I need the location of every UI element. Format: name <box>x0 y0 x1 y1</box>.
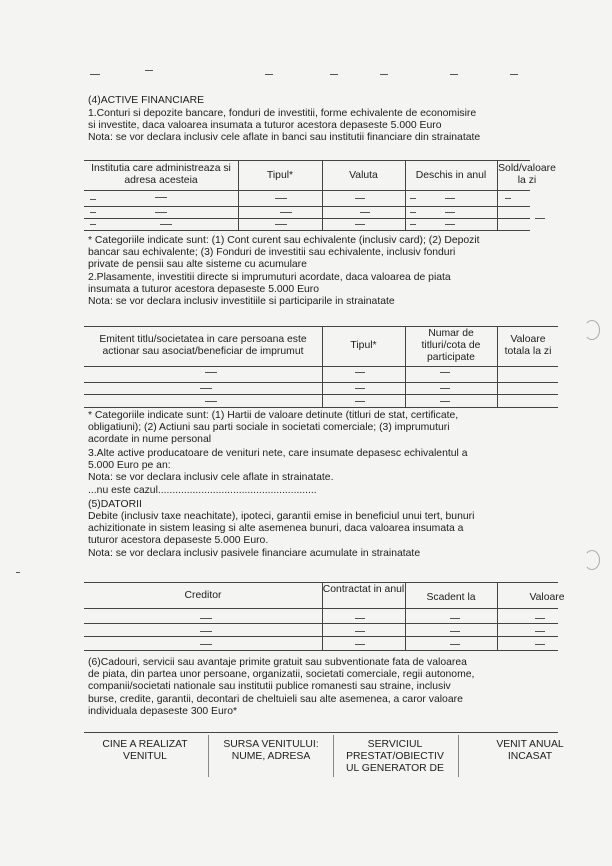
table1-border <box>84 230 530 231</box>
text-line: 3.Alte active producatoare de venituri nete, care insumate depasesc echivalentul a <box>88 448 468 459</box>
table1-border <box>84 218 530 219</box>
blank-mark <box>160 224 172 225</box>
blank-mark <box>90 212 96 213</box>
blank-mark <box>535 618 545 619</box>
table1-header-balance: Sold/valoare la zi <box>498 163 556 186</box>
blank-mark <box>200 388 212 389</box>
table2-header-total: Valoare totala la zi <box>504 334 552 357</box>
text-line: private de pensii sau alte sisteme cu acumulare <box>88 259 307 271</box>
blank-mark <box>155 197 167 198</box>
blank-mark <box>410 224 416 225</box>
text-line: Nota: se vor declara inclusiv pasivele financiare acumulate in strainatate <box>88 547 421 559</box>
text-line: (6)Cadouri, servicii sau avantaje primite gratuit sau subventionate fata de valoarea <box>88 657 467 668</box>
table1-border <box>84 160 530 161</box>
table3-header-contracted: Contractat in anul <box>322 584 405 595</box>
blank-mark <box>450 631 460 632</box>
table3-border <box>84 608 558 609</box>
table3-header-value: Valoare <box>529 592 565 603</box>
blank-mark <box>280 212 292 213</box>
blank-mark <box>205 401 217 402</box>
blank-mark <box>200 631 212 632</box>
blank-mark <box>450 74 458 75</box>
text-line: 2.Plasamente, investitii directe si imprumuturi acordate, daca valoarea de piata <box>88 272 451 283</box>
text-line: Nota: se vor declara inclusiv investitiile si participarile in strainatate <box>88 296 395 308</box>
section5-title: (5)DATORII <box>88 499 142 510</box>
text-line: burse, credite, garantii, decontari de cheltuieli sau alte asemenea, a caror valoare <box>88 693 463 705</box>
table1-border <box>84 206 530 207</box>
blank-mark <box>410 212 416 213</box>
table2-border <box>84 407 558 408</box>
blank-mark <box>200 618 212 619</box>
table2-header-shares: Numar de titluri/cota de participate <box>421 328 481 363</box>
table2-header-issuer: Emitent titlu/societatea in care persoana este actionar sau asociat/beneficiar de imprumut <box>99 334 307 357</box>
table1-border <box>84 190 530 191</box>
blank-mark <box>445 198 455 199</box>
blank-mark <box>330 74 338 75</box>
text-line: 1.Conturi si depozite bancare, fonduri de investitii, forme echivalente de economisire <box>88 108 477 119</box>
blank-mark <box>355 224 365 225</box>
blank-mark <box>355 631 365 632</box>
table4-header-earner: CINE A REALIZAT VENITUL <box>102 739 188 762</box>
table2-border <box>84 382 558 383</box>
blank-mark <box>410 198 416 199</box>
blank-mark <box>275 198 287 199</box>
table2-border <box>84 394 558 395</box>
blank-mark <box>355 198 365 199</box>
table4-header-service: SERVICIUL PRESTAT/OBIECTIV UL GENERATOR DE <box>346 739 444 774</box>
text-line: * Categoriile indicate sunt: (1) Hartii de valoare detinute (titluri de stat, certificate, <box>88 410 459 421</box>
section4-p3 <box>88 448 528 497</box>
blank-mark <box>200 644 212 645</box>
table3-border <box>84 623 558 624</box>
table4-header-income: VENIT ANUAL INCASAT <box>496 739 564 762</box>
blank-mark <box>145 70 153 71</box>
section6-p <box>88 657 528 718</box>
blank-mark <box>355 618 365 619</box>
blank-mark <box>450 618 460 619</box>
blank-mark <box>205 372 217 373</box>
blank-mark <box>535 218 545 219</box>
blank-mark <box>440 372 450 373</box>
blank-mark <box>90 199 96 200</box>
blank-mark <box>535 631 545 632</box>
blank-mark <box>450 644 460 645</box>
text-line: individuala depaseste 300 Euro* <box>88 705 238 717</box>
table3-border <box>84 582 558 583</box>
blank-mark <box>360 212 370 213</box>
table1-header-opened: Deschis in anul <box>415 170 487 181</box>
text-line: obligatiuni); (2) Actiuni sau parti sociale in societati comerciale; (3) imprumuturi <box>88 422 450 434</box>
punch-hole <box>584 320 600 340</box>
blank-mark <box>445 212 455 213</box>
text-line: achizitionate in sistem leasing si alte asemenea bunuri, daca valoarea insumata a <box>88 523 464 535</box>
table3-border <box>84 650 558 651</box>
table1-header-currency: Valuta <box>349 170 378 181</box>
text-line: ...nu este cazul....................................................... <box>88 484 317 496</box>
table1-header-institution: Institutia care administreaza si adresa acesteia <box>91 163 231 186</box>
table3-header-due: Scadent la <box>426 592 476 603</box>
table4-border <box>458 735 459 777</box>
text-line: Nota: se vor declara inclusiv cele aflate in strainatate. <box>88 472 334 484</box>
table4-border <box>333 735 334 777</box>
text-line: Nota: se vor declara inclusiv cele aflate in banci sau institutii financiare din strainatate <box>88 132 481 144</box>
blank-mark <box>505 198 511 199</box>
text-line: bancar sau echivalente; (3) Fonduri de investitii sau echivalente, inclusiv fonduri <box>88 247 456 259</box>
table2-border <box>84 326 558 327</box>
table3-header-creditor: Creditor <box>184 590 222 601</box>
blank-mark <box>16 572 20 573</box>
blank-mark <box>265 74 273 75</box>
table1-header-type: Tipul* <box>266 170 294 181</box>
text-line: insumata a tuturor acestora depaseste 5.000 Euro <box>88 284 320 296</box>
text-line: * Categoriile indicate sunt: (1) Cont curent sau echivalente (inclusiv card); (2) Depozit <box>88 235 480 246</box>
section4-p2 <box>88 272 528 309</box>
text-line: companii/societati nationale sau institutii publice romanesti sau straine, inclusiv <box>88 681 451 693</box>
blank-mark <box>355 372 365 373</box>
text-line: acordate in nume personal <box>88 434 212 446</box>
section4-categories1 <box>88 235 528 272</box>
blank-mark <box>355 401 365 402</box>
blank-mark <box>445 224 455 225</box>
blank-mark <box>440 388 450 389</box>
blank-mark <box>90 74 100 75</box>
blank-mark <box>380 74 388 75</box>
table2-border <box>84 366 558 367</box>
blank-mark <box>355 388 365 389</box>
blank-mark <box>510 74 518 75</box>
blank-mark <box>440 401 450 402</box>
blank-mark <box>275 224 287 225</box>
table4-header-source: SURSA VENITULUI: NUME, ADRESA <box>223 739 319 762</box>
table4-border <box>84 732 558 733</box>
table2-header-type: Tipul* <box>350 340 377 351</box>
text-line: Debite (inclusiv taxe neachitate), ipoteci, garantii emise in beneficiul unui tert, bunuri <box>88 511 475 522</box>
table4-border <box>208 735 209 777</box>
text-line: de piata, din partea unor persoane, organizatii, societati comerciale, regii autonome, <box>88 669 475 681</box>
text-line: 5.000 Euro pe an: <box>88 460 171 472</box>
table2-border <box>322 326 323 407</box>
text-line: tuturor acestora depaseste 5.000 Euro. <box>88 535 269 547</box>
blank-mark <box>155 212 167 213</box>
section5-p <box>88 511 528 560</box>
punch-hole <box>584 550 600 570</box>
section4-title: (4)ACTIVE FINANCIARE <box>88 95 205 106</box>
blank-mark <box>90 224 96 225</box>
blank-mark <box>535 644 545 645</box>
text-line: si investite, daca valoarea insumata a tuturor acestora depaseste 5.000 Euro <box>88 120 442 132</box>
section4-categories2 <box>88 410 528 447</box>
blank-mark <box>355 644 365 645</box>
table3-border <box>84 636 558 637</box>
section4-p1 <box>88 108 528 145</box>
